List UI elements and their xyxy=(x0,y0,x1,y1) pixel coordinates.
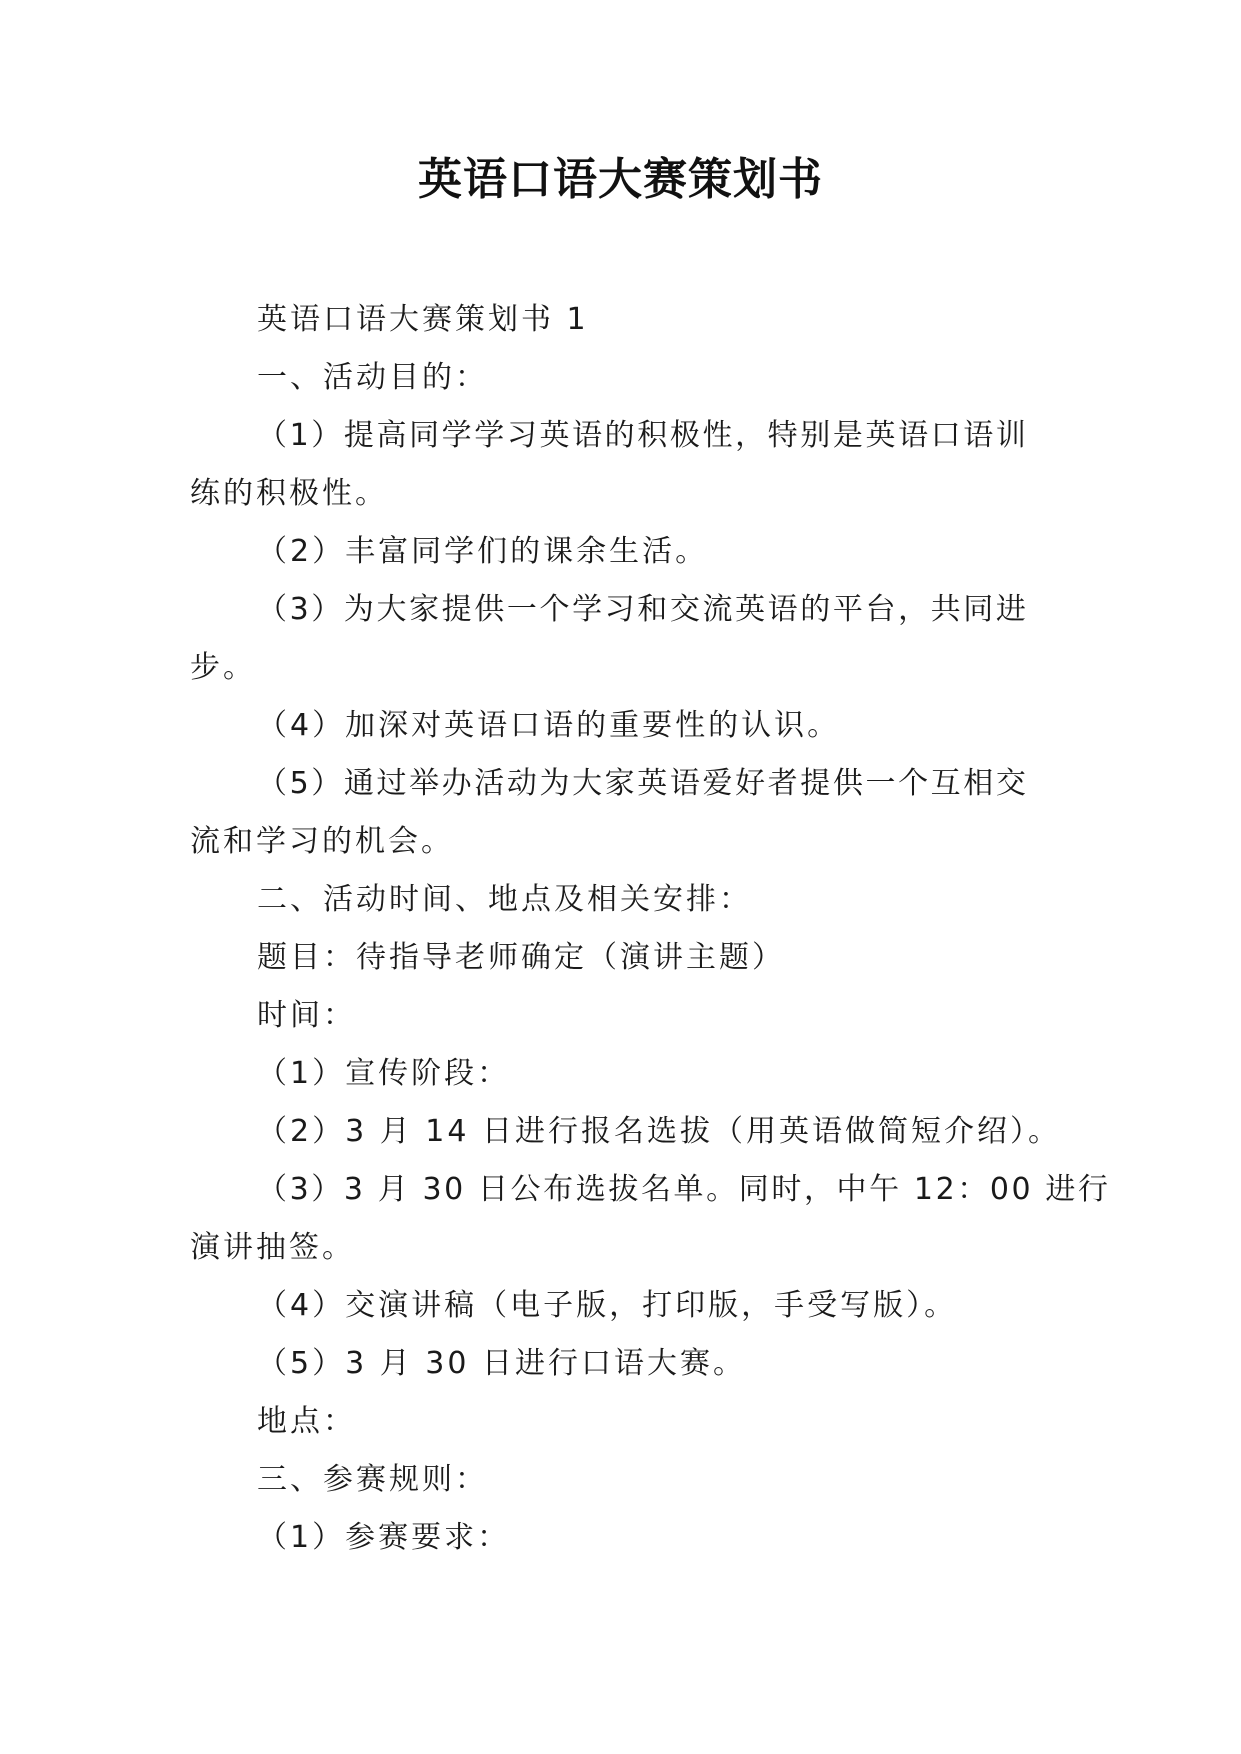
paragraph-time-label: 时间： xyxy=(257,998,356,1033)
paragraph-purpose-5: （5）通过举办活动为大家英语爱好者提供一个互相交 xyxy=(257,766,1029,801)
section-heading-rules: 三、参赛规则： xyxy=(257,1462,488,1497)
paragraph-time-2: （2）3 月 14 日进行报名选拔（用英语做简短介绍）。 xyxy=(257,1114,1061,1149)
paragraph-purpose-3-continued: 步。 xyxy=(190,650,256,685)
paragraph-purpose-5-continued: 流和学习的机会。 xyxy=(190,824,454,859)
document-title: 英语口语大赛策划书 xyxy=(418,154,823,205)
paragraph-time-3-continued: 演讲抽签。 xyxy=(190,1230,355,1265)
paragraph-purpose-2: （2）丰富同学们的课余生活。 xyxy=(257,534,709,569)
paragraph-time-1: （1）宣传阶段： xyxy=(257,1056,511,1091)
paragraph-time-4: （4）交演讲稿（电子版，打印版，手受写版）。 xyxy=(257,1288,958,1323)
paragraph-purpose-4: （4）加深对英语口语的重要性的认识。 xyxy=(257,708,841,743)
paragraph-purpose-1: （1）提高同学学习英语的积极性，特别是英语口语训 xyxy=(257,418,1029,453)
section-heading-schedule: 二、活动时间、地点及相关安排： xyxy=(257,882,752,917)
paragraph-subtitle: 英语口语大赛策划书 1 xyxy=(257,302,589,337)
paragraph-location-label: 地点： xyxy=(257,1404,356,1439)
paragraph-time-5: （5）3 月 30 日进行口语大赛。 xyxy=(257,1346,746,1381)
paragraph-purpose-1-continued: 练的积极性。 xyxy=(190,476,388,511)
paragraph-rules-1: （1）参赛要求： xyxy=(257,1520,511,1555)
paragraph-time-3: （3）3 月 30 日公布选拔名单。同时，中午 12：00 进行 xyxy=(257,1172,1111,1207)
paragraph-purpose-3: （3）为大家提供一个学习和交流英语的平台，共同进 xyxy=(257,592,1029,627)
document-body xyxy=(190,291,1111,1567)
paragraph-topic: 题目：待指导老师确定（演讲主题） xyxy=(257,940,785,975)
section-heading-purpose: 一、活动目的： xyxy=(257,360,488,395)
